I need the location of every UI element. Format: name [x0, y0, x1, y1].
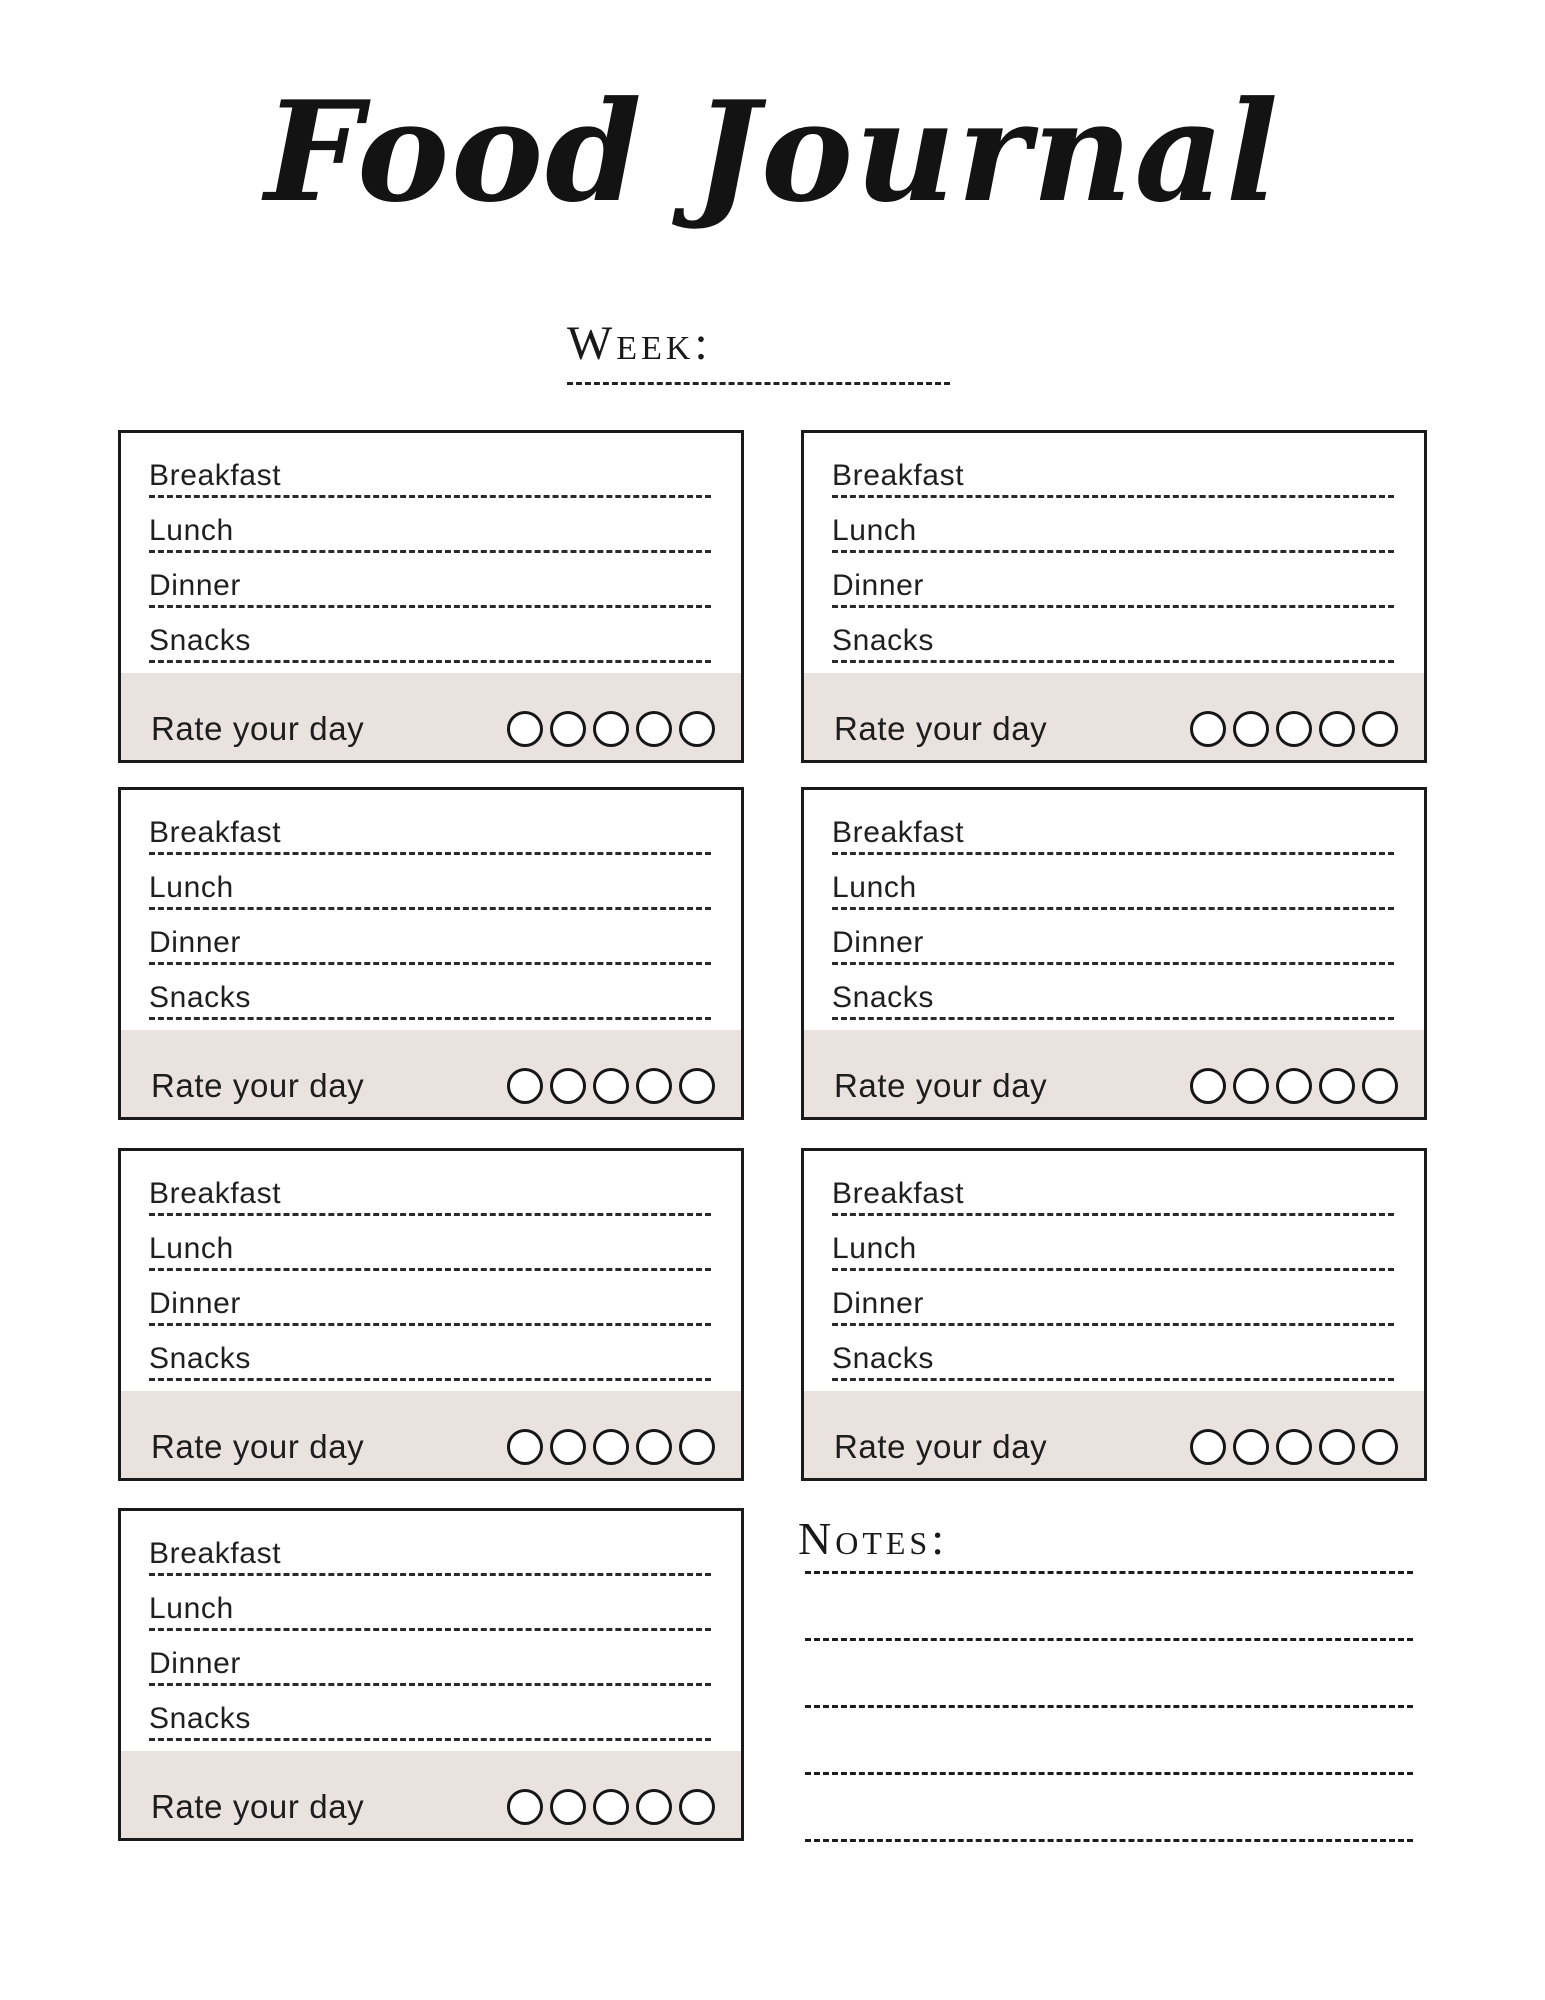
rating-circle-4[interactable]: [636, 1429, 672, 1465]
lunch-entry-line[interactable]: [832, 1268, 1394, 1271]
dinner-entry-line[interactable]: [832, 1323, 1394, 1326]
rate-your-day-bar: [121, 1391, 741, 1478]
rating-circle-3[interactable]: [593, 1068, 629, 1104]
rating-circle-1[interactable]: [507, 1068, 543, 1104]
lunch-label: Lunch: [149, 871, 234, 904]
lunch-label: Lunch: [832, 514, 917, 547]
breakfast-label: Breakfast: [149, 816, 282, 849]
rating-circles: [507, 1789, 715, 1825]
dinner-label: Dinner: [149, 1287, 241, 1320]
journal-title: Food Journal: [264, 70, 1281, 233]
snacks-label: Snacks: [149, 624, 251, 657]
dinner-entry-line[interactable]: [149, 1683, 711, 1686]
day-card-1: [118, 430, 744, 763]
lunch-entry-line[interactable]: [149, 1268, 711, 1271]
breakfast-label: Breakfast: [832, 1177, 965, 1210]
rating-circles: [507, 711, 715, 747]
week-label: Week:: [567, 317, 712, 370]
notes-entry-line-1[interactable]: [805, 1571, 1413, 1574]
breakfast-entry-line[interactable]: [149, 852, 711, 855]
rating-circle-5[interactable]: [1362, 1429, 1398, 1465]
rating-circle-5[interactable]: [1362, 711, 1398, 747]
lunch-entry-line[interactable]: [149, 550, 711, 553]
rate-your-day-label: Rate your day: [834, 1067, 1048, 1104]
rating-circle-5[interactable]: [679, 711, 715, 747]
lunch-label: Lunch: [149, 1592, 234, 1625]
notes-section: [798, 1513, 1428, 1564]
dinner-label: Dinner: [832, 1287, 924, 1320]
day-card-2: [801, 430, 1427, 763]
lunch-label: Lunch: [832, 1232, 917, 1265]
rating-circle-1[interactable]: [1190, 1429, 1226, 1465]
snacks-label: Snacks: [149, 1342, 251, 1375]
dinner-entry-line[interactable]: [832, 962, 1394, 965]
rating-circles: [1190, 1429, 1398, 1465]
dinner-label: Dinner: [149, 569, 241, 602]
snacks-label: Snacks: [832, 624, 934, 657]
lunch-label: Lunch: [832, 871, 917, 904]
rating-circle-1[interactable]: [507, 1789, 543, 1825]
dinner-label: Dinner: [832, 569, 924, 602]
rating-circle-5[interactable]: [679, 1429, 715, 1465]
rating-circle-2[interactable]: [1233, 1068, 1269, 1104]
week-entry-line[interactable]: [567, 382, 950, 385]
rate-your-day-label: Rate your day: [151, 1428, 365, 1465]
breakfast-entry-line[interactable]: [832, 1213, 1394, 1216]
rating-circle-3[interactable]: [593, 1789, 629, 1825]
rating-circle-1[interactable]: [507, 711, 543, 747]
rating-circle-3[interactable]: [1276, 711, 1312, 747]
notes-label: Notes:: [798, 1513, 948, 1564]
snacks-label: Snacks: [149, 1702, 251, 1735]
rating-circle-2[interactable]: [550, 1068, 586, 1104]
week-section: [567, 317, 950, 385]
rating-circle-4[interactable]: [636, 711, 672, 747]
breakfast-label: Breakfast: [832, 816, 965, 849]
rating-circle-5[interactable]: [679, 1789, 715, 1825]
dinner-entry-line[interactable]: [832, 605, 1394, 608]
rate-your-day-bar: [121, 1030, 741, 1117]
breakfast-entry-line[interactable]: [832, 852, 1394, 855]
breakfast-entry-line[interactable]: [149, 495, 711, 498]
dinner-entry-line[interactable]: [149, 605, 711, 608]
rate-your-day-bar: [804, 673, 1424, 760]
breakfast-entry-line[interactable]: [149, 1213, 711, 1216]
rate-your-day-label: Rate your day: [834, 710, 1048, 747]
rating-circle-1[interactable]: [1190, 711, 1226, 747]
snacks-entry-line[interactable]: [149, 660, 711, 663]
rating-circle-4[interactable]: [1319, 711, 1355, 747]
dinner-entry-line[interactable]: [149, 1323, 711, 1326]
day-card-4: [801, 787, 1427, 1120]
breakfast-entry-line[interactable]: [832, 495, 1394, 498]
lunch-label: Lunch: [149, 514, 234, 547]
notes-entry-line-5[interactable]: [805, 1839, 1413, 1842]
rating-circle-4[interactable]: [636, 1789, 672, 1825]
rating-circle-2[interactable]: [550, 1789, 586, 1825]
rating-circle-4[interactable]: [1319, 1429, 1355, 1465]
day-card-3: [118, 787, 744, 1120]
snacks-entry-line[interactable]: [149, 1378, 711, 1381]
rate-your-day-label: Rate your day: [151, 1788, 365, 1825]
rating-circles: [1190, 1068, 1398, 1104]
rating-circles: [1190, 711, 1398, 747]
lunch-entry-line[interactable]: [149, 907, 711, 910]
rating-circle-4[interactable]: [1319, 1068, 1355, 1104]
rating-circle-2[interactable]: [550, 1429, 586, 1465]
lunch-entry-line[interactable]: [832, 907, 1394, 910]
snacks-entry-line[interactable]: [832, 1378, 1394, 1381]
notes-entry-line-4[interactable]: [805, 1772, 1413, 1775]
snacks-entry-line[interactable]: [149, 1738, 711, 1741]
notes-entry-line-3[interactable]: [805, 1705, 1413, 1708]
breakfast-entry-line[interactable]: [149, 1573, 711, 1576]
dinner-label: Dinner: [149, 926, 241, 959]
snacks-label: Snacks: [832, 981, 934, 1014]
rating-circle-3[interactable]: [1276, 1068, 1312, 1104]
dinner-label: Dinner: [832, 926, 924, 959]
snacks-label: Snacks: [832, 1342, 934, 1375]
rating-circle-2[interactable]: [550, 711, 586, 747]
rate-your-day-bar: [121, 673, 741, 760]
rate-your-day-label: Rate your day: [151, 710, 365, 747]
day-card-7: [118, 1508, 744, 1841]
lunch-entry-line[interactable]: [832, 550, 1394, 553]
snacks-entry-line[interactable]: [149, 1017, 711, 1020]
dinner-entry-line[interactable]: [149, 962, 711, 965]
rating-circle-1[interactable]: [1190, 1068, 1226, 1104]
rating-circle-1[interactable]: [507, 1429, 543, 1465]
breakfast-label: Breakfast: [149, 1537, 282, 1570]
snacks-entry-line[interactable]: [832, 660, 1394, 663]
rating-circle-5[interactable]: [679, 1068, 715, 1104]
dinner-label: Dinner: [149, 1647, 241, 1680]
breakfast-label: Breakfast: [149, 1177, 282, 1210]
rate-your-day-label: Rate your day: [151, 1067, 365, 1104]
rate-your-day-label: Rate your day: [834, 1428, 1048, 1465]
rating-circle-3[interactable]: [593, 1429, 629, 1465]
lunch-entry-line[interactable]: [149, 1628, 711, 1631]
rating-circle-5[interactable]: [1362, 1068, 1398, 1104]
rating-circle-4[interactable]: [636, 1068, 672, 1104]
notes-lines: [805, 1571, 1413, 1906]
rating-circle-3[interactable]: [593, 711, 629, 747]
rating-circle-2[interactable]: [1233, 1429, 1269, 1465]
notes-entry-line-2[interactable]: [805, 1638, 1413, 1641]
breakfast-label: Breakfast: [149, 459, 282, 492]
day-card-6: [801, 1148, 1427, 1481]
rate-your-day-bar: [121, 1751, 741, 1838]
rate-your-day-bar: [804, 1030, 1424, 1117]
rating-circle-3[interactable]: [1276, 1429, 1312, 1465]
snacks-label: Snacks: [149, 981, 251, 1014]
snacks-entry-line[interactable]: [832, 1017, 1394, 1020]
rating-circles: [507, 1429, 715, 1465]
rate-your-day-bar: [804, 1391, 1424, 1478]
day-card-5: [118, 1148, 744, 1481]
breakfast-label: Breakfast: [832, 459, 965, 492]
rating-circle-2[interactable]: [1233, 711, 1269, 747]
lunch-label: Lunch: [149, 1232, 234, 1265]
rating-circles: [507, 1068, 715, 1104]
